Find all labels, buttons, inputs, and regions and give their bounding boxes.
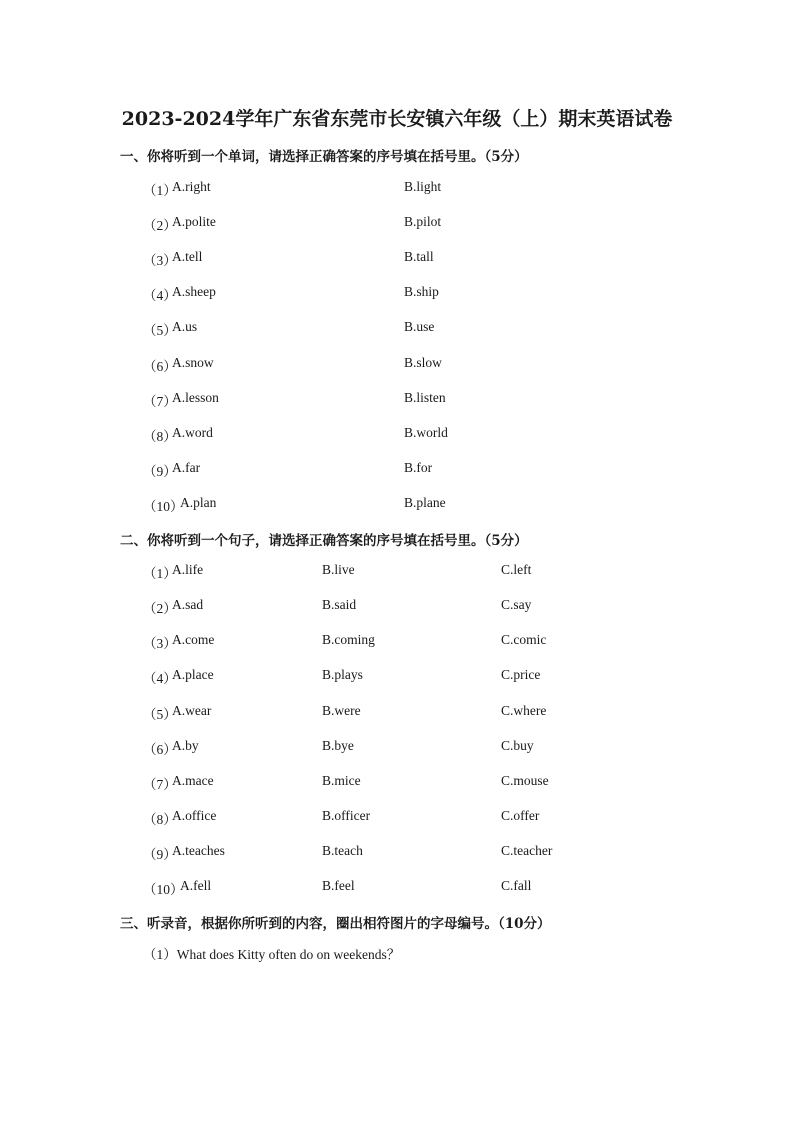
option-a: A.far xyxy=(172,460,201,475)
section-1-item-10 xyxy=(0,495,794,515)
section-2-item-9 xyxy=(0,843,794,863)
option-b: B.were xyxy=(322,703,361,718)
section-1-item-3 xyxy=(0,249,794,269)
option-b: B.mice xyxy=(322,773,361,788)
item-number: （4） xyxy=(143,671,177,686)
section-2-item-10 xyxy=(0,878,794,898)
item-number: （10） xyxy=(143,499,184,514)
item-number: （4） xyxy=(143,288,177,303)
option-c: C.teacher xyxy=(501,843,553,858)
page-title: 2023-2024学年广东省东莞市长安镇六年级（上）期末英语试卷 xyxy=(121,108,673,130)
option-b: B.tall xyxy=(404,249,434,264)
item-number: （3） xyxy=(143,636,177,651)
option-a: A.place xyxy=(172,667,214,682)
option-b: B.feel xyxy=(322,878,355,893)
item-number: （1） xyxy=(143,566,177,581)
option-a: A.mace xyxy=(172,773,214,788)
section-2-item-3 xyxy=(0,632,794,652)
option-a: A.word xyxy=(172,425,213,440)
option-b: B.light xyxy=(404,179,442,194)
section-2-item-8 xyxy=(0,808,794,828)
option-b: B.for xyxy=(404,460,433,475)
item-number: （2） xyxy=(143,601,177,616)
option-b: B.listen xyxy=(404,390,446,405)
item-number: （7） xyxy=(143,777,177,792)
section-1-item-1 xyxy=(0,179,794,199)
option-b: B.bye xyxy=(322,738,354,753)
option-b: B.slow xyxy=(404,355,442,370)
option-b: B.plays xyxy=(322,667,363,682)
option-c: C.fall xyxy=(501,878,532,893)
section-1-item-5 xyxy=(0,319,794,339)
option-a: A.snow xyxy=(172,355,214,370)
section-2-item-6 xyxy=(0,738,794,758)
item-number: （9） xyxy=(143,464,177,479)
section-1-item-4 xyxy=(0,284,794,304)
option-c: C.price xyxy=(501,667,541,682)
option-c: C.where xyxy=(501,703,547,718)
option-a: A.by xyxy=(172,738,199,753)
item-number: （6） xyxy=(143,359,177,374)
option-a: A.plan xyxy=(180,495,217,510)
section-2-heading: 二、你将听到一个句子，请选择正确答案的序号填在括号里。（5分） xyxy=(120,533,528,549)
option-b: B.pilot xyxy=(404,214,442,229)
item-number: （5） xyxy=(143,323,177,338)
option-a: A.polite xyxy=(172,214,216,229)
option-b: B.teach xyxy=(322,843,363,858)
option-a: A.fell xyxy=(180,878,212,893)
item-number: （5） xyxy=(143,707,177,722)
item-number: （10） xyxy=(143,882,184,897)
section-1-item-7 xyxy=(0,390,794,410)
item-number: （8） xyxy=(143,429,177,444)
section-2-item-4 xyxy=(0,667,794,687)
option-b: B.live xyxy=(322,562,355,577)
section-1-item-9 xyxy=(0,460,794,480)
option-a: A.us xyxy=(172,319,198,334)
option-b: B.ship xyxy=(404,284,439,299)
section-2-item-7 xyxy=(0,773,794,793)
option-b: B.coming xyxy=(322,632,375,647)
option-c: C.mouse xyxy=(501,773,549,788)
option-b: B.world xyxy=(404,425,448,440)
option-a: A.sad xyxy=(172,597,204,612)
section-2-item-2 xyxy=(0,597,794,617)
section-3-heading: 三、听录音，根据你所听到的内容，圈出相符图片的字母编号。（10分） xyxy=(120,916,551,932)
option-a: A.sheep xyxy=(172,284,216,299)
item-number: （9） xyxy=(143,847,177,862)
option-c: C.say xyxy=(501,597,532,612)
item-number: （2） xyxy=(143,218,177,233)
section-1-heading: 一、你将听到一个单词，请选择正确答案的序号填在括号里。（5分） xyxy=(120,149,528,165)
option-c: C.buy xyxy=(501,738,534,753)
option-a: A.right xyxy=(172,179,211,194)
item-number: （3） xyxy=(143,253,177,268)
section-2-item-5 xyxy=(0,703,794,723)
section-1-item-8 xyxy=(0,425,794,445)
option-a: A.lesson xyxy=(172,390,219,405)
item-number: （6） xyxy=(143,742,177,757)
option-a: A.office xyxy=(172,808,217,823)
option-a: A.life xyxy=(172,562,204,577)
option-c: C.comic xyxy=(501,632,547,647)
option-a: A.tell xyxy=(172,249,203,264)
option-c: C.left xyxy=(501,562,532,577)
option-b: B.plane xyxy=(404,495,446,510)
option-b: B.said xyxy=(322,597,357,612)
section-1-item-6 xyxy=(0,355,794,375)
option-b: B.use xyxy=(404,319,435,334)
option-b: B.officer xyxy=(322,808,371,823)
item-number: （1） xyxy=(143,183,177,198)
section-1-item-2 xyxy=(0,214,794,234)
section-2-item-1 xyxy=(0,562,794,582)
item-number: （8） xyxy=(143,812,177,827)
item-number: （7） xyxy=(143,394,177,409)
option-a: A.wear xyxy=(172,703,212,718)
option-c: C.offer xyxy=(501,808,540,823)
option-a: A.teaches xyxy=(172,843,225,858)
section-3-question-1: （1）What does Kitty often do on weekends？ xyxy=(143,947,401,962)
option-a: A.come xyxy=(172,632,215,647)
